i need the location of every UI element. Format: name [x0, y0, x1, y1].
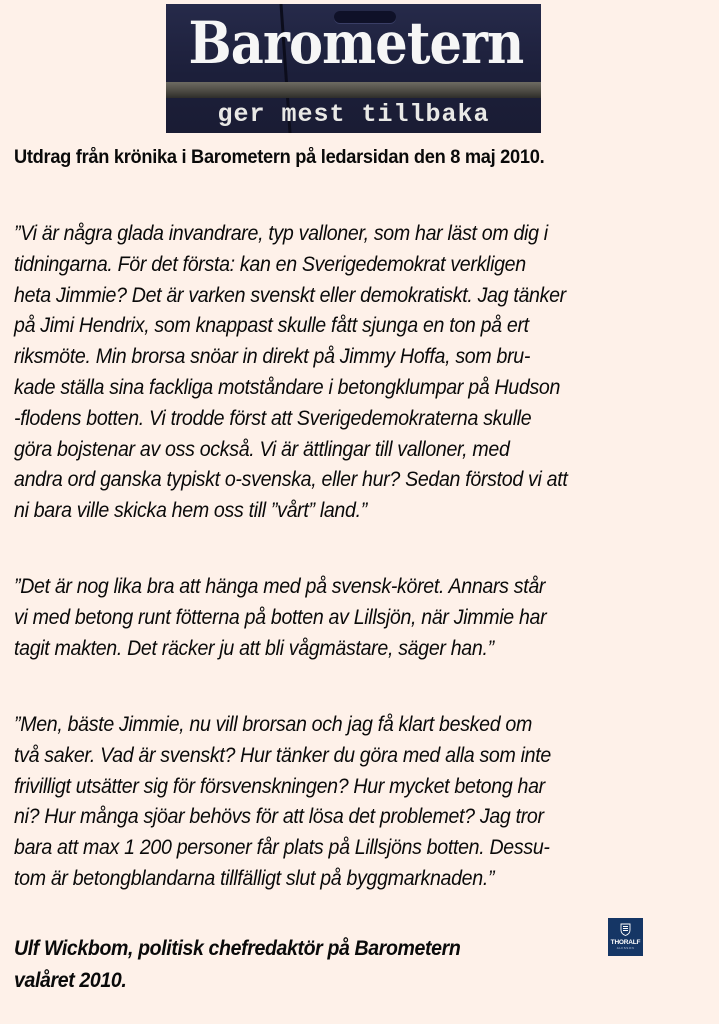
- thoralf-logo: [608, 918, 643, 956]
- author-signature: [14, 933, 665, 997]
- quote-line: på Jimi Hendrix, som knappast skulle fått sjunga en ton på ert: [14, 313, 529, 338]
- quote-line: ”Vi är några glada invandrare, typ valloner, som har läst om dig i: [14, 221, 548, 245]
- quote-line: ”Men, bäste Jimmie, nu vill brorsan och jag få klart besked om: [14, 712, 532, 736]
- quote-line: tidningarna. För det första: kan en Sverigedemokrat verkligen: [14, 251, 526, 276]
- page-heading: Utdrag från krönika i Barometern på ledarsidan den 8 maj 2010.: [14, 147, 545, 168]
- quote-line: -flodens botten. Vi trodde först att Sverigedemokraterna skulle: [14, 405, 532, 430]
- brand-tagline: ger mest tillbaka: [217, 100, 490, 129]
- quote-paragraph-2: [14, 571, 676, 663]
- crest-icon: [620, 923, 631, 936]
- signature-line: Ulf Wickbom, politisk chefredaktör på Barometern: [14, 937, 461, 960]
- quote-line: göra bojstenar av oss också. Vi är ättlingar till valloner, med: [14, 436, 510, 461]
- quote-paragraph-1: [14, 218, 676, 526]
- quote-line: andra ord ganska typiskt o-svenska, eller hur? Sedan förstod vi att: [14, 467, 568, 492]
- quote-line: ”Det är nog lika bra att hänga med på svensk-köret. Annars står: [14, 574, 546, 598]
- quote-line: tom är betongblandarna tillfälligt slut på byggmarknaden.”: [14, 865, 495, 890]
- quote-line: bara att max 1 200 personer får plats på Lillsjöns botten. Dessu-: [14, 835, 550, 860]
- quote-line: riksmöte. Min brorsa snöar in direkt på Jimmy Hoffa, som bru-: [14, 344, 531, 369]
- quote-line: kade ställa sina fackliga motståndare i betongklumpar på Hudson: [14, 374, 561, 399]
- logo-name: THORALF: [610, 939, 641, 946]
- quote-line: ni? Hur många sjöar behövs för att lösa det problemet? Jag tror: [14, 804, 544, 829]
- quote-line: ni bara ville skicka hem oss till ”vårt” land.”: [14, 498, 367, 523]
- car-side-trim: [166, 82, 541, 98]
- signature-line: valåret 2010.: [14, 969, 127, 992]
- brand-logo-text: Barometern: [188, 9, 524, 77]
- quote-line: två saker. Vad är svenskt? Hur tänker du göra med alla som inte: [14, 742, 551, 767]
- quote-paragraph-3: [14, 709, 676, 894]
- logo-subtitle: ALFSSON: [616, 946, 635, 950]
- quote-line: frivilligt utsätter sig för försvenskningen? Hur mycket betong har: [14, 773, 545, 798]
- barometern-banner-image: [166, 4, 541, 133]
- quote-line: vi med betong runt fötterna på botten av Lillsjön, när Jimmie har: [14, 604, 547, 629]
- quote-line: tagit makten. Det räcker ju att bli vågmästare, säger han.”: [14, 635, 494, 660]
- quote-line: heta Jimmie? Det är varken svenskt eller demokratiskt. Jag tänker: [14, 282, 566, 307]
